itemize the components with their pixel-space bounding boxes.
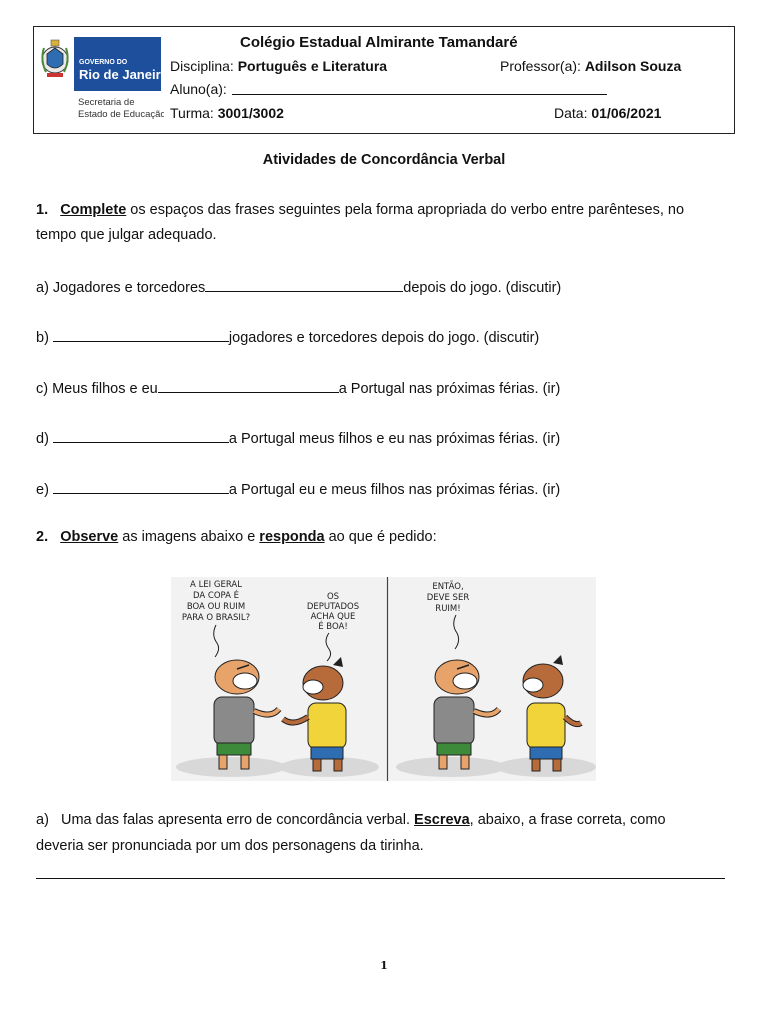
q2-verb1: Observe xyxy=(60,529,119,545)
q1-text-line2: tempo que julgar adequado. xyxy=(36,227,217,243)
q2-end: ao que é pedido: xyxy=(324,529,437,545)
teacher-label: Professor(a): xyxy=(500,58,585,74)
logo-line3: Secretaria de xyxy=(78,97,135,108)
q1-item-e-after: a Portugal eu e meus filhos nas próximas férias. (ir) xyxy=(228,482,561,498)
q1-item-b-before: b) xyxy=(36,330,53,346)
answer-blank-b[interactable] xyxy=(53,327,229,342)
q2-sub-a-line2: deveria ser pronunciada por um dos personagens da tirinha. xyxy=(36,838,424,854)
q2-sub-a-verb: Escreva xyxy=(414,812,470,828)
q2-sub-a xyxy=(36,812,746,828)
q1-item-e xyxy=(36,479,560,498)
discipline xyxy=(170,58,387,74)
q1-verb: Complete xyxy=(60,202,127,218)
q1-item-d xyxy=(36,428,560,447)
class-label: Turma: xyxy=(170,105,218,121)
date-label: Data: xyxy=(554,105,592,121)
q2-sub-a-label: a) xyxy=(36,812,49,828)
q1-text-line1: os espaços das frases seguintes pela forma apropriada do verbo entre parênteses, no xyxy=(126,202,685,218)
q1-number: 1. xyxy=(36,202,49,218)
student-name-line[interactable] xyxy=(232,94,607,95)
logo-line1: GOVERNO DO xyxy=(79,59,128,66)
answer-line-2a[interactable] xyxy=(36,878,725,879)
q2-number: 2. xyxy=(36,529,49,545)
student-label: Aluno(a): xyxy=(170,81,227,97)
balloon2-line4: É BOA! xyxy=(318,622,348,632)
answer-blank-c[interactable] xyxy=(158,378,339,393)
balloon3-line3: RUIM! xyxy=(435,604,461,614)
balloon3-line2: DEVE SER xyxy=(426,593,470,603)
date-value: 01/06/2021 xyxy=(591,105,662,121)
q2-sub-a-text2: , abaixo, a frase correta, como xyxy=(469,812,666,828)
q2-mid: as imagens abaixo e xyxy=(118,529,260,545)
q1-item-b xyxy=(36,327,539,346)
balloon1-line1: A LEI GERAL xyxy=(190,580,242,590)
discipline-value: Português e Literatura xyxy=(237,58,388,74)
answer-blank-d[interactable] xyxy=(53,428,229,443)
q1-item-a-after: depois do jogo. (discutir) xyxy=(403,280,562,296)
q1-item-a-before: a) Jogadores e torcedores xyxy=(36,280,206,296)
school-name: Colégio Estadual Almirante Tamandaré xyxy=(240,34,518,51)
q1-item-c-after: a Portugal nas próximas férias. (ir) xyxy=(338,381,561,397)
logo-line4: Estado de Educação xyxy=(78,109,164,120)
q1-item-e-before: e) xyxy=(36,482,53,498)
government-logo xyxy=(38,34,164,124)
teacher xyxy=(500,58,681,74)
page-title: Atividades de Concordância Verbal xyxy=(262,152,506,168)
question-1 xyxy=(36,202,736,218)
date xyxy=(554,105,661,121)
q1-item-a xyxy=(36,277,561,296)
balloon1-line4: PARA O BRASIL? xyxy=(181,613,251,623)
balloon1-line2: DA COPA É xyxy=(192,591,240,601)
balloon3-line1: ENTÃO, xyxy=(432,582,464,592)
balloon2-line1: OS xyxy=(326,592,340,602)
comic-panel-2 xyxy=(390,577,596,781)
class xyxy=(170,105,284,121)
logo-line2: Rio de Janeiro xyxy=(79,67,164,82)
balloon1-line3: BOA OU RUIM xyxy=(186,602,246,612)
q1-item-c xyxy=(36,378,560,397)
q2-verb2: responda xyxy=(259,529,325,545)
discipline-label: Disciplina: xyxy=(170,58,238,74)
q1-item-d-before: d) xyxy=(36,431,53,447)
comic-strip xyxy=(171,577,596,781)
q2-sub-a-text1: Uma das falas apresenta erro de concordância verbal. xyxy=(61,812,415,828)
question-2 xyxy=(36,529,437,545)
class-value: 3001/3002 xyxy=(217,105,284,121)
q1-item-c-before: c) Meus filhos e eu xyxy=(36,381,158,397)
q1-item-d-after: a Portugal meus filhos e eu nas próximas férias. (ir) xyxy=(228,431,561,447)
page-number: 1 xyxy=(380,959,388,972)
q1-item-b-after: jogadores e torcedores depois do jogo. (discutir) xyxy=(228,330,540,346)
coat-of-arms-icon xyxy=(42,40,68,77)
answer-blank-a[interactable] xyxy=(205,277,403,292)
balloon2-line3: ACHA QUE xyxy=(310,612,356,622)
answer-blank-e[interactable] xyxy=(53,479,229,494)
teacher-value: Adilson Souza xyxy=(584,58,682,74)
balloon2-line2: DEPUTADOS xyxy=(306,602,360,612)
